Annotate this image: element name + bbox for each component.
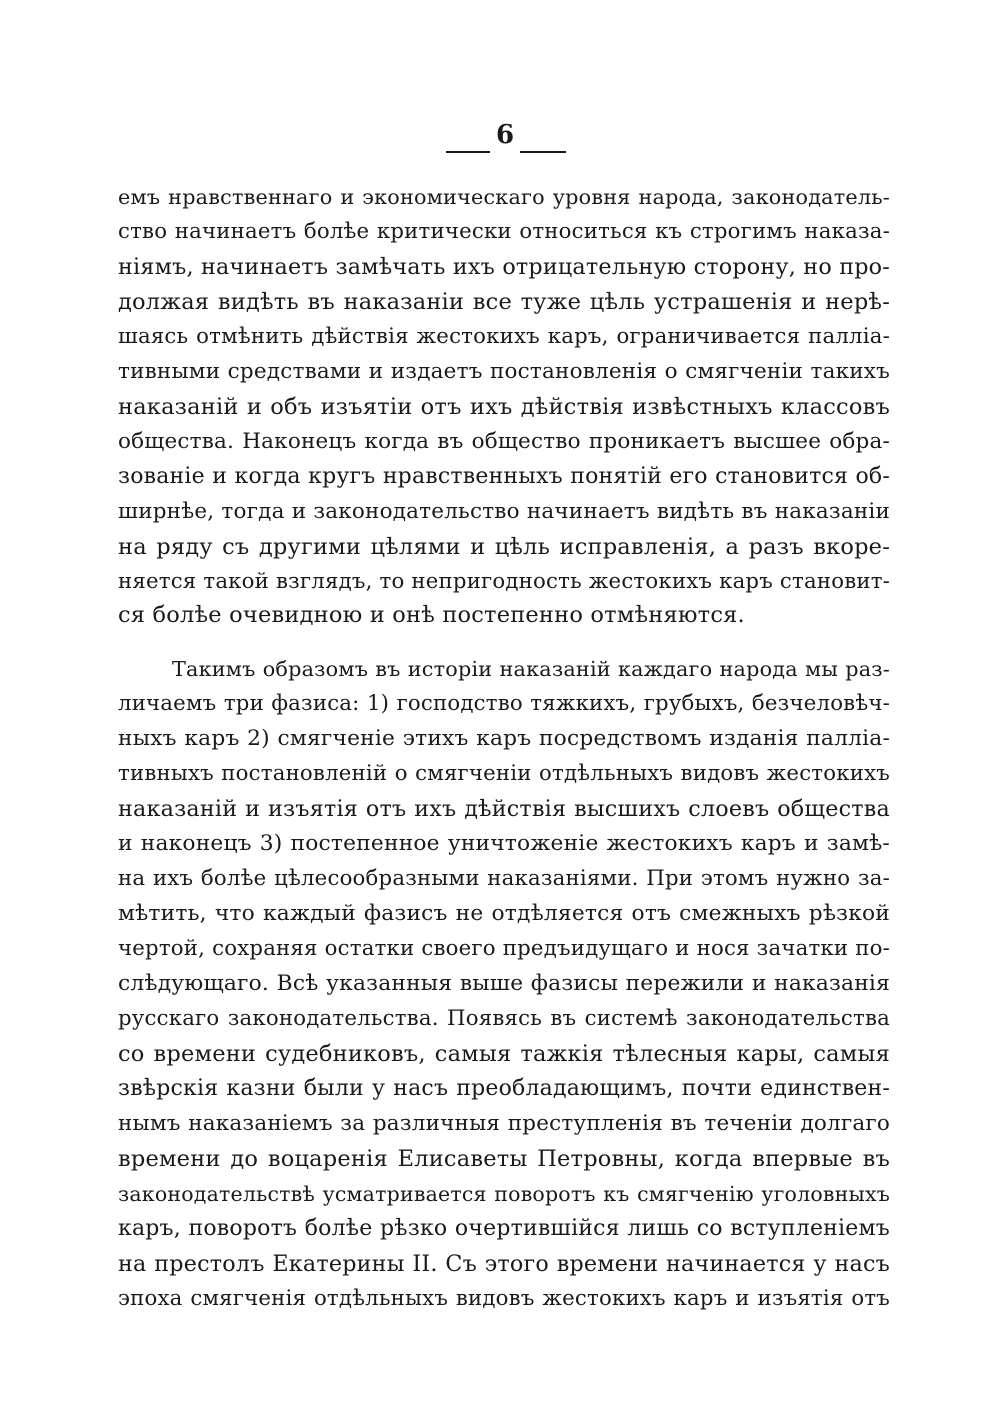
text-line: няется такой взглядъ, то непригодность жестокихъ каръ становит- [118, 569, 890, 594]
text-line: нымъ наказаніемъ за различныя преступленія въ теченіи долгаго [118, 1111, 890, 1136]
text-line: со времени судебниковъ, самыя тажкія тѣлесныя кары, самыя [118, 1041, 890, 1067]
text-line: зованіе и когда кругъ нравственныхъ понятій его становится об- [118, 464, 890, 489]
text-line: наказаній и изъятія отъ ихъ дѣйствія высшихъ слоевъ общества [118, 796, 890, 822]
text-line: чертой, сохраняя остатки своего предъидущаго и нося зачатки по- [118, 936, 890, 961]
text-line: должая видѣть въ наказаніи все туже цѣль устрашенія и нерѣ- [118, 289, 890, 315]
text-line: тивными средствами и издаетъ постановленія о смягченіи такихъ [118, 359, 890, 384]
text-line: личаемъ три фазиса: 1) господство тяжкихъ, грубыхъ, безчеловѣч- [118, 691, 890, 716]
text-line: Такимъ образомъ въ исторіи наказаній каждаго народа мы раз- [172, 657, 890, 681]
text-line: тивныхъ постановленій о смягченіи отдѣльныхъ видовъ жестокихъ [118, 761, 890, 786]
text-line: мѣтить, что каждый фазисъ не отдѣляется отъ смежныхъ рѣзкой [118, 901, 890, 926]
text-line: шаясь отмѣнить дѣйствія жестокихъ каръ, ограничивается палліа- [118, 324, 890, 349]
text-line: времени до воцаренія Елисаветы Петровны, когда впервые въ [118, 1146, 890, 1172]
text-line: эпоха смягченія отдѣльныхъ видовъ жестокихъ каръ и изъятія отъ [118, 1286, 890, 1311]
page-header [0, 118, 1000, 158]
text-line: ніямъ, начинаетъ замѣчать ихъ отрицательную сторону, но про- [118, 254, 890, 280]
text-line: ширнѣе, тогда и законодательство начинаетъ видѣть въ наказаніи [118, 499, 890, 524]
text-line: русскаго законодательства. Появясь въ системѣ законодательства [118, 1006, 890, 1031]
text-line: на ихъ болѣе цѣлесообразными наказаніями. При этомъ нужно за- [118, 866, 890, 891]
text-line: ство начинаетъ болѣе критически относиться къ строгимъ наказа- [118, 219, 890, 244]
text-line: каръ, поворотъ болѣе рѣзко очертившійся лишь со вступленіемъ [118, 1216, 890, 1241]
text-line: емъ нравственнаго и экономическаго уровня народа, законодатель- [118, 185, 890, 209]
text-line: и наконецъ 3) постепенное уничтоженіе жестокихъ каръ и замѣ- [118, 831, 890, 856]
text-line: слѣдующаго. Всѣ указанныя выше фазисы пережили и наказанія [118, 971, 890, 996]
text-line: общества. Наконецъ когда въ общество проникаетъ высшее обра- [118, 429, 890, 454]
text-line: ся болѣе очевидною и онѣ постепенно отмѣняются. [118, 602, 745, 628]
text-line: на ряду съ другими цѣлями и цѣль исправленія, а разъ вкоре- [118, 534, 890, 560]
text-line: наказаній и объ изъятіи отъ ихъ дѣйствія извѣстныхъ классовъ [118, 394, 890, 420]
header-rule-right [520, 151, 566, 153]
text-line: ныхъ каръ 2) смягченіе этихъ каръ посредствомъ изданія палліа- [118, 726, 890, 751]
text-line: на престолъ Екатерины II. Съ этого времени начинается у насъ [118, 1251, 890, 1277]
text-line: звѣрскія казни были у насъ преобладающимъ, почти единствен- [118, 1076, 890, 1101]
header-rule-left [446, 151, 490, 153]
text-line: законодательствѣ усматривается поворотъ къ смягченію уголовныхъ [118, 1182, 890, 1206]
page-number: 6 [495, 120, 515, 150]
